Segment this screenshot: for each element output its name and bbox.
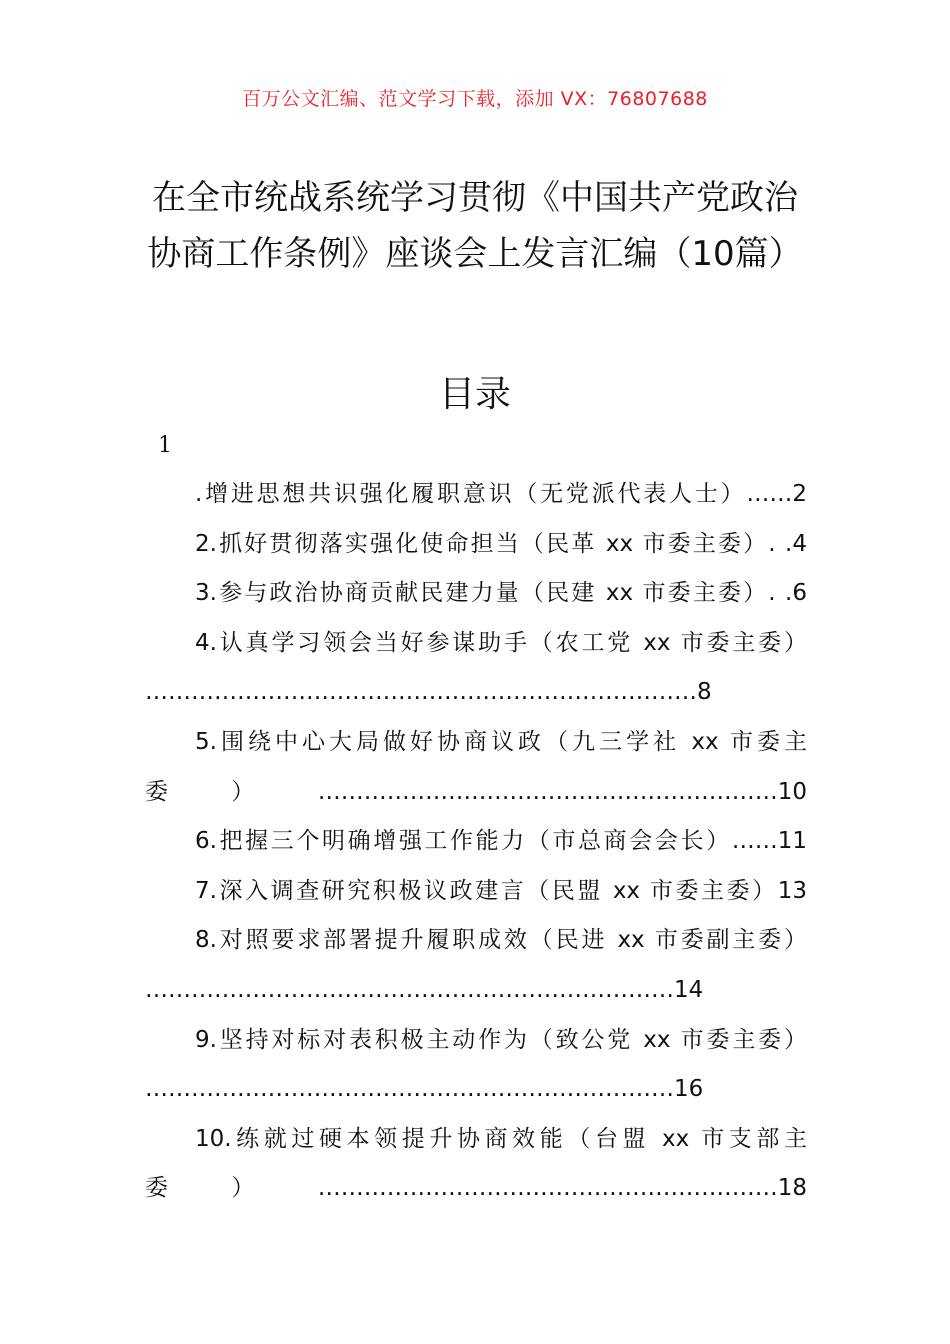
- toc-item-9[interactable]: [145, 1016, 807, 1115]
- toc-item-7[interactable]: [145, 867, 807, 917]
- toc-item-3[interactable]: [145, 569, 807, 619]
- toc-item-leader: ……………………………………………………………14: [145, 976, 704, 1003]
- toc-item-text: 3.参与政治协商贡献民建力量（民建 xx 市委主委）. .6: [195, 580, 807, 607]
- toc-item-text: 6.把握三个明确增强工作能力（市总商会会长）……11: [195, 828, 807, 855]
- toc-item-text: .增进思想共识强化履职意识（无党派代表人士）……2: [195, 481, 807, 507]
- toc-item-10[interactable]: [145, 1115, 807, 1214]
- toc-item-text: 5.围绕中心大局做好协商议政（九三学社 xx 市委主: [195, 728, 807, 755]
- header-note: 百万公文汇编、范文学习下载，添加 VX：76807688: [242, 88, 708, 110]
- toc-item-text: 7.深入调查研究积极议政建言（民盟 xx 市委主委）13: [195, 877, 807, 904]
- stray-number: 1: [158, 433, 172, 458]
- toc-item-5[interactable]: [145, 718, 807, 817]
- toc-item-text: 9.坚持对标对表积极主动作为（致公党 xx 市委主委）: [195, 1026, 807, 1053]
- toc-heading: 目录: [438, 374, 511, 415]
- toc-item-6[interactable]: [145, 817, 807, 867]
- document-title: 在全市统战系统学习贯彻《中国共产党政治协商工作条例》座谈会上发言汇编（10篇）: [147, 178, 803, 274]
- toc-item-4[interactable]: [145, 619, 807, 718]
- toc-item-text: 8.对照要求部署提升履职成效（民进 xx 市委副主委）: [195, 927, 807, 954]
- table-of-contents: [145, 470, 807, 1214]
- toc-item-1[interactable]: [145, 470, 807, 520]
- toc-item-text: 4.认真学习领会当好参谋助手（农工党 xx 市委主委）: [195, 629, 807, 656]
- toc-item-leader: 委）……………………………………………………10: [145, 778, 807, 805]
- toc-item-text: 2.抓好贯彻落实强化使命担当（民革 xx 市委主委）. .4: [195, 530, 807, 557]
- toc-item-leader: ……………………………………………………………16: [145, 1076, 704, 1103]
- toc-item-2[interactable]: [145, 520, 807, 570]
- toc-item-8[interactable]: [145, 916, 807, 1015]
- toc-item-leader: ………………………………………………………………8: [145, 679, 712, 706]
- toc-item-leader: 委）……………………………………………………18: [145, 1175, 807, 1202]
- toc-item-text: 10.练就过硬本领提升协商效能（台盟 xx 市支部主: [195, 1125, 807, 1152]
